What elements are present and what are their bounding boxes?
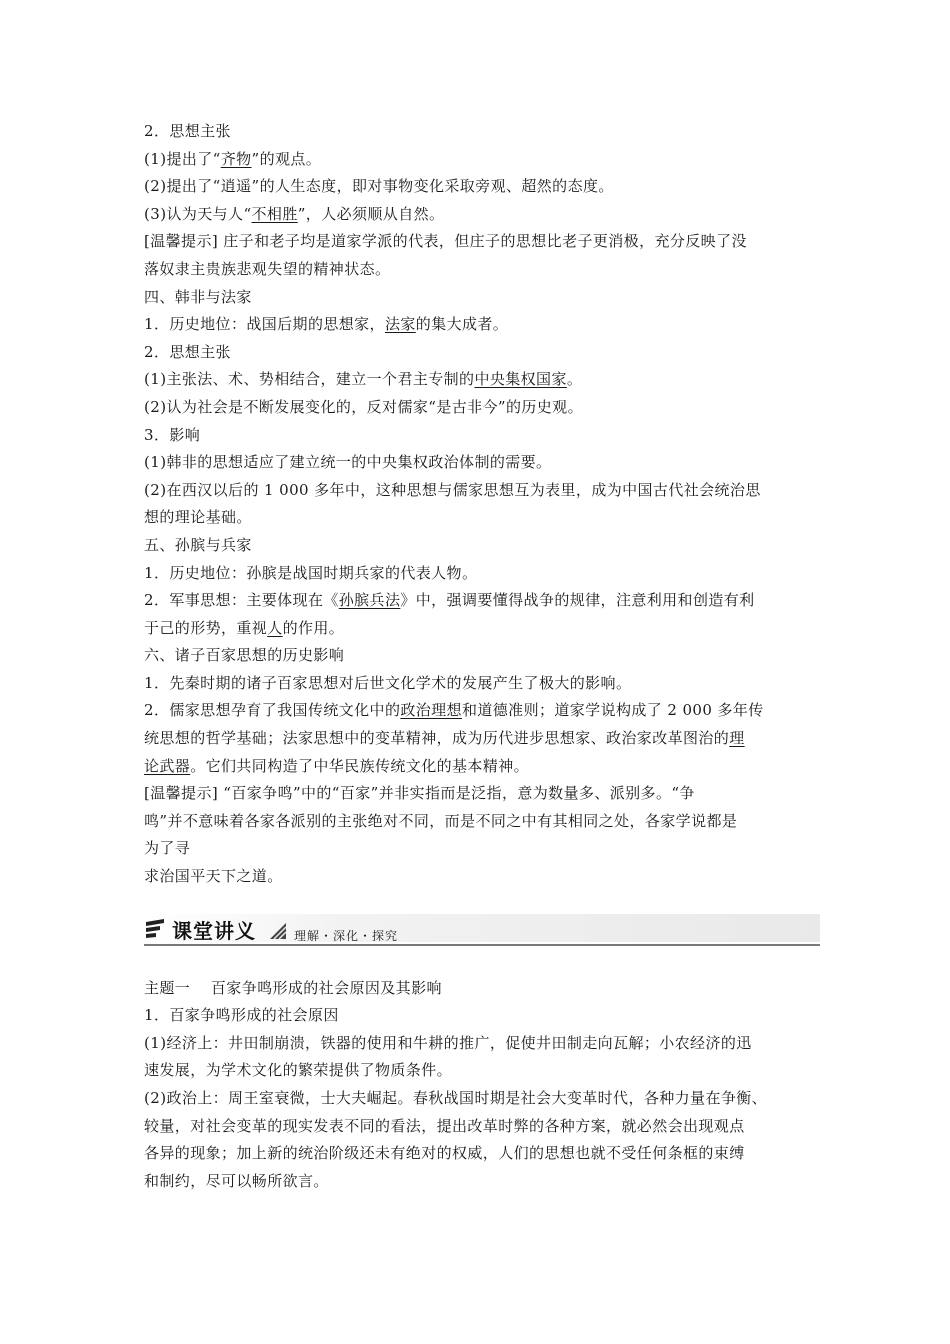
underlined-term: 中央集权国家 — [474, 370, 567, 389]
paragraph-line: 论武器。它们共同构造了中华民族传统文化的基本精神。 — [144, 756, 530, 775]
triangle-stripes-icon — [268, 921, 288, 941]
banner-title: 课堂讲义 — [172, 918, 256, 943]
section-title: 五、孙膑与兵家 — [144, 535, 252, 554]
paragraph-line: 2．儒家思想孕育了我国传统文化中的政治理想和道德准则；道家学说构成了 2 000 多年传 — [144, 701, 764, 720]
underlined-term: 理 — [729, 729, 745, 748]
paragraph-line: 1．百家争鸣形成的社会原因 — [144, 1006, 339, 1025]
paragraph-line: 3．影响 — [144, 425, 201, 444]
underlined-term: 政治理想 — [400, 701, 462, 720]
section-title: 六、诸子百家思想的历史影响 — [144, 646, 345, 665]
paragraph-line: 于己的形势，重视人的作用。 — [144, 618, 345, 637]
paragraph-line: 想的理论基础。 — [144, 508, 252, 527]
underlined-term: 齐物 — [220, 149, 252, 168]
stripes-icon — [146, 919, 166, 939]
paragraph-line: 2．思想主张 — [144, 342, 231, 361]
paragraph-line: 统思想的哲学基础；法家思想中的变革精神，成为历代进步思想家、政治家改革图治的理 — [144, 729, 745, 748]
paragraph-line: (2)认为社会是不断发展变化的，反对儒家“是古非今”的历史观。 — [144, 397, 583, 416]
paragraph-line: (1)主张法、术、势相结合，建立一个君主专制的中央集权国家。 — [144, 370, 583, 389]
tip-line: 为了寻 — [144, 839, 191, 858]
underlined-term: 不相胜 — [251, 204, 298, 223]
underlined-term: 人 — [267, 618, 283, 637]
paragraph-line: 和制约，尽可以畅所欲言。 — [144, 1171, 329, 1190]
paragraph-line: 各异的现象；加上新的统治阶级还未有绝对的权威，人们的思想也就不受任何条框的束缚 — [144, 1144, 745, 1163]
banner-subtitle: 理解・深化・探究 — [294, 928, 399, 943]
tip-line: [温馨提示] 庄子和老子均是道家学派的代表，但庄子的思想比老子更消极，充分反映了没 — [144, 232, 747, 251]
paragraph-line: (2)政治上：周王室衰微，士大夫崛起。春秋战国时期是社会大变革时代，各种力量在争衡、 — [144, 1089, 768, 1107]
tip-line: [温馨提示] “百家争鸣”中的“百家”并非实指而是泛指，意为数量多、派别多。“争 — [144, 784, 695, 803]
paragraph-line: (1)经济上：井田制崩溃，铁器的使用和牛耕的推广，促使井田制走向瓦解；小农经济的迅 — [144, 1033, 752, 1052]
paragraph-line: (1)提出了“齐物”的观点。 — [144, 149, 322, 168]
paragraph-line: 1．先秦时期的诸子百家思想对后世文化学术的发展产生了极大的影响。 — [144, 673, 632, 692]
underlined-term: 孙膑兵法 — [338, 591, 401, 610]
section-title: 四、韩非与法家 — [144, 287, 252, 306]
tip-line: 鸣”并不意味着各家各派别的主张绝对不同，而是不同之中有其相同之处，各家学说都是 — [144, 811, 738, 830]
paragraph-line: 1．历史地位：孙膑是战国时期兵家的代表人物。 — [144, 563, 478, 582]
lecture-banner — [144, 901, 820, 963]
paragraph-line: (2)在西汉以后的 1 000 多年中，这种思想与儒家思想互为表里，成为中国古代社会统治思 — [144, 480, 761, 499]
paragraph-line: 较量，对社会变革的现实发表不同的看法，提出改革时弊的各种方案，就必然会出现观点 — [144, 1116, 745, 1135]
paragraph-line: 速发展，为学术文化的繁荣提供了物质条件。 — [144, 1061, 453, 1080]
section-heading: 2．思想主张 — [144, 122, 231, 140]
paragraph-line: (2)提出了“逍遥”的人生态度，即对事物变化采取旁观、超然的态度。 — [144, 177, 614, 196]
paragraph-line: 1．历史地位：战国后期的思想家，法家的集大成者。 — [144, 315, 509, 334]
banner-rule — [144, 944, 820, 946]
tip-line: 落奴隶主贵族悲观失望的精神状态。 — [144, 259, 391, 278]
paragraph-line: 2．军事思想：主要体现在《孙膑兵法》中，强调要懂得战争的规律，注意利用和创造有利 — [144, 591, 755, 610]
document-page — [144, 118, 820, 1195]
underlined-term: 论武器 — [144, 756, 191, 775]
tip-line: 求治国平天下之道。 — [144, 867, 283, 886]
paragraph-line: (1)韩非的思想适应了建立统一的中央集权政治体制的需要。 — [144, 453, 552, 472]
topic-title: 主题一 百家争鸣形成的社会原因及其影响 — [144, 978, 442, 997]
paragraph-line: (3)认为天与人“不相胜”，人必须顺从自然。 — [144, 204, 445, 223]
underlined-term: 法家 — [384, 315, 416, 334]
